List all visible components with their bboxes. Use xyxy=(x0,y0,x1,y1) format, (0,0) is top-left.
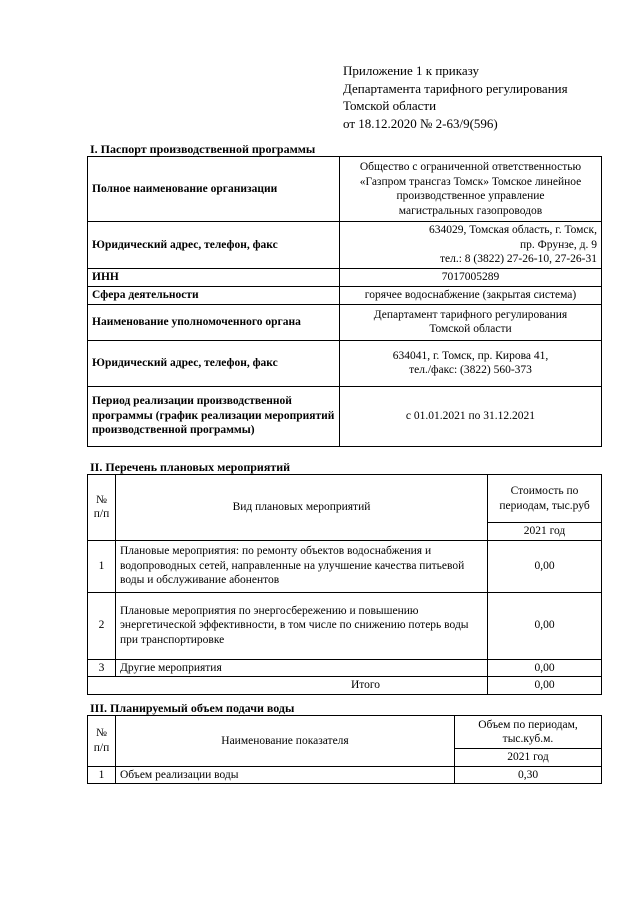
row-label: Юридический адрес, телефон, факс xyxy=(88,340,340,386)
row-indicator: Объем реализации воды xyxy=(116,766,455,784)
header-line: Департамента тарифного регулирования xyxy=(343,80,568,96)
header-volume: Объем по периодам, тыс.куб.м. xyxy=(455,716,602,749)
table-row xyxy=(88,157,602,222)
table-row xyxy=(88,304,602,340)
table-row xyxy=(88,475,602,523)
row-cost: 0,00 xyxy=(488,592,602,659)
planned-activities-table xyxy=(87,474,602,695)
row-num: 3 xyxy=(88,659,116,677)
header-line: от 18.12.2020 № 2-63/9(596) xyxy=(343,115,498,131)
row-cost: 0,00 xyxy=(488,659,602,677)
header-activity-type: Вид плановых мероприятий xyxy=(116,475,488,541)
passport-table xyxy=(87,156,602,447)
row-activity: Другие мероприятия xyxy=(116,659,488,677)
table-row xyxy=(88,659,602,677)
value-line: тел.: 8 (3822) 27-26-10, 27-26-31 xyxy=(439,253,597,265)
header-line: Томской области xyxy=(343,98,437,113)
table-row xyxy=(88,222,602,269)
total-value: 0,00 xyxy=(488,677,602,695)
row-cost: 0,00 xyxy=(488,540,602,592)
total-label: Итого xyxy=(88,677,488,695)
row-num: 1 xyxy=(88,766,116,784)
row-label: Юридический адрес, телефон, факс xyxy=(88,222,340,269)
section-1-title: I. Паспорт производственной программы xyxy=(90,142,316,156)
row-value: горячее водоснабжение (закрытая система) xyxy=(340,286,602,304)
water-supply-volume-table xyxy=(87,715,602,784)
row-label: Полное наименование организации xyxy=(88,157,340,222)
table-row xyxy=(88,766,602,784)
row-activity: Плановые мероприятия по энергосбережению и повышению энергетической эффективности, в том числе по снижению потерь воды при транспортировке xyxy=(116,592,488,659)
table-row xyxy=(88,592,602,659)
value-line: Департамент тарифного регулирования xyxy=(373,308,568,321)
table-row xyxy=(88,286,602,304)
value-line: пр. Фрунзе, д. 9 xyxy=(520,238,597,251)
value-line: магистральных газопроводов xyxy=(398,204,543,217)
value-line: Общество с ограниченной ответственностью xyxy=(359,161,582,173)
header-indicator-name: Наименование показателя xyxy=(116,716,455,767)
row-value xyxy=(340,222,602,269)
section-2-title: II. Перечень плановых мероприятий xyxy=(90,460,291,474)
value-line: 634041, г. Томск, пр. Кирова 41, xyxy=(392,349,549,362)
value-line: 634029, Томская область, г. Томск, xyxy=(429,224,597,236)
row-label: ИНН xyxy=(88,268,340,286)
row-value: 7017005289 xyxy=(340,268,602,286)
header-cost: Стоимость по периодам, тыс.руб xyxy=(488,475,602,523)
header-num: № п/п xyxy=(88,716,116,767)
row-value xyxy=(340,340,602,386)
row-num: 2 xyxy=(88,592,116,659)
table-row xyxy=(88,540,602,592)
total-row xyxy=(88,677,602,695)
row-value xyxy=(340,304,602,340)
section-3-title: III. Планируемый объем подачи воды xyxy=(90,701,295,715)
value-line: Томской области xyxy=(429,323,512,335)
row-volume: 0,30 xyxy=(455,766,602,784)
header-line: Приложение 1 к приказу xyxy=(343,63,480,78)
order-appendix-header xyxy=(343,62,568,132)
row-label: Сфера деятельности xyxy=(88,286,340,304)
row-value xyxy=(340,157,602,222)
value-line: тел./факс: (3822) 560-373 xyxy=(409,364,532,376)
value-line: «Газпром трансгаз Томск» Томское линейное xyxy=(359,175,582,188)
table-row xyxy=(88,268,602,286)
header-num: № п/п xyxy=(88,475,116,541)
value-line: производственное управление xyxy=(396,190,545,202)
table-row xyxy=(88,716,602,749)
table-row xyxy=(88,386,602,446)
row-num: 1 xyxy=(88,540,116,592)
header-year: 2021 год xyxy=(488,523,602,541)
row-label: Период реализации производственной программы (график реализации мероприятий производственной программы) xyxy=(88,386,340,446)
row-label: Наименование уполномоченного органа xyxy=(88,304,340,340)
row-value: с 01.01.2021 по 31.12.2021 xyxy=(340,386,602,446)
header-year: 2021 год xyxy=(455,749,602,767)
row-activity: Плановые мероприятия: по ремонту объектов водоснабжения и водопроводных сетей, направленные на улучшение качества питьевой воды и обслуживание абонентов xyxy=(116,540,488,592)
table-row xyxy=(88,340,602,386)
